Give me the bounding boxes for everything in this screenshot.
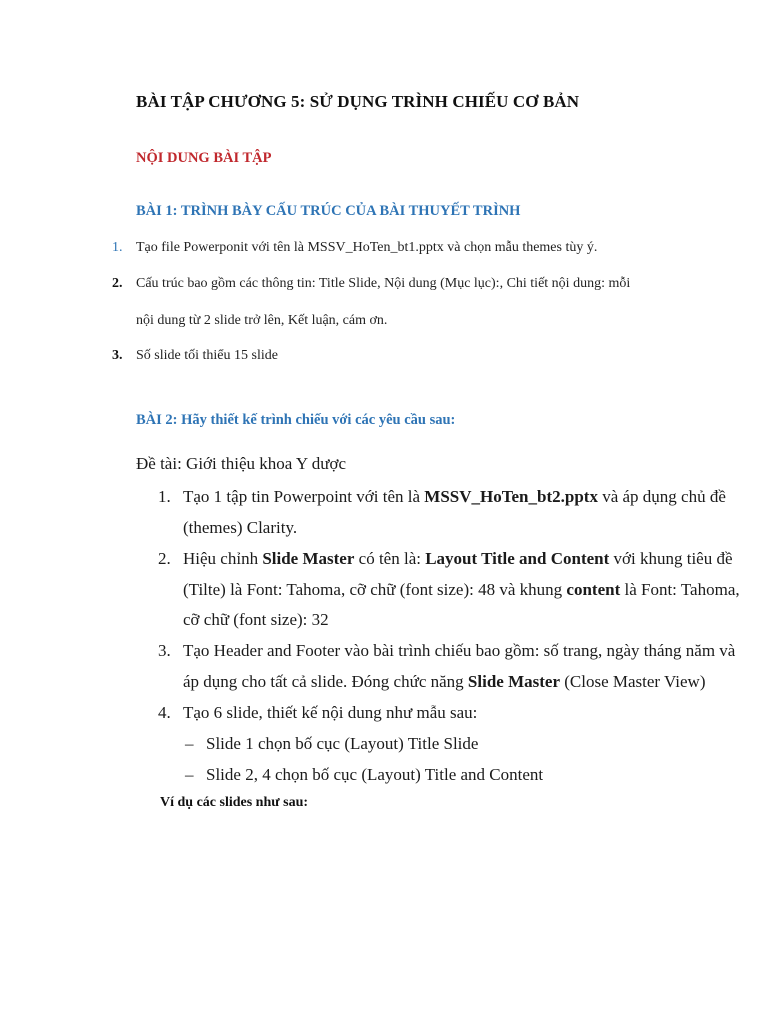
- list-item-continuation: [183, 580, 740, 600]
- list-number: 2.: [158, 549, 171, 568]
- list-text: Cấu trúc bao gồm các thông tin: Title Slide, Nội dung (Mục lục):, Chi tiết nội dung: mỗi: [136, 276, 631, 291]
- dash-bullet: –: [185, 734, 194, 753]
- list-text: Tạo Header and Footer vào bài trình chiếu bao gồm: số trang, ngày tháng năm và: [183, 641, 736, 660]
- list-text: [183, 487, 726, 507]
- bold-term: Slide Master: [262, 549, 355, 568]
- list-text: Tạo 6 slide, thiết kế nội dung như mẫu sau:: [183, 703, 478, 722]
- list-number: 4.: [158, 703, 171, 722]
- exercise-1-heading: BÀI 1: TRÌNH BÀY CẤU TRÚC CỦA BÀI THUYẾT TRÌNH: [136, 203, 521, 219]
- text-run: áp dụng cho tất cả slide. Đóng chức năng: [183, 672, 468, 691]
- text-run: (Tilte) là Font: Tahoma, cỡ chữ (font size): 48 và khung: [183, 580, 567, 599]
- section-heading: NỘI DUNG BÀI TẬP: [136, 150, 272, 166]
- sub-list-text: Slide 2, 4 chọn bố cục (Layout) Title and Content: [206, 765, 544, 784]
- list-number: 3.: [158, 641, 171, 660]
- text-run: Tạo 1 tập tin Powerpoint với tên là: [183, 487, 425, 506]
- bold-term: Slide Master: [467, 672, 560, 691]
- exercise-2-heading: BÀI 2: Hãy thiết kế trình chiếu với các yêu cầu sau:: [136, 412, 456, 428]
- list-text: Số slide tối thiểu 15 slide: [136, 348, 278, 363]
- list-text: nội dung từ 2 slide trở lên, Kết luận, cám ơn.: [136, 313, 388, 328]
- list-number: 3.: [112, 348, 123, 363]
- list-item-continuation: cỡ chữ (font size): 32: [183, 610, 329, 629]
- topic-line: Đề tài: Giới thiệu khoa Y dược: [136, 454, 347, 473]
- text-run: là Font: Tahoma,: [620, 580, 740, 599]
- file-name: MSSV_HoTen_bt2.pptx: [424, 487, 598, 506]
- list-number: 2.: [112, 276, 123, 291]
- text-run: Hiệu chỉnh: [183, 549, 263, 568]
- sub-list-text: Slide 1 chọn bố cục (Layout) Title Slide: [206, 734, 479, 753]
- text-run: có tên là:: [354, 549, 426, 568]
- list-text: [183, 549, 733, 569]
- bold-term: content: [566, 580, 621, 599]
- examples-caption: Ví dụ các slides như sau:: [160, 795, 309, 810]
- bold-term: Layout Title and Content: [425, 549, 610, 568]
- list-number: 1.: [158, 487, 171, 506]
- list-item-continuation: (themes) Clarity.: [183, 518, 298, 537]
- list-text: Tạo file Powerponit với tên là MSSV_HoTen_bt1.pptx và chọn mẫu themes tùy ý.: [136, 240, 598, 255]
- text-run: với khung tiêu đề: [609, 549, 733, 568]
- list-item-continuation: [183, 672, 706, 692]
- list-number: 1.: [112, 240, 123, 255]
- document-title: BÀI TẬP CHƯƠNG 5: SỬ DỤNG TRÌNH CHIẾU CƠ BẢN: [136, 92, 580, 111]
- dash-bullet: –: [185, 765, 194, 784]
- text-run: (Close Master View): [560, 672, 706, 691]
- text-run: và áp dụng chủ đề: [597, 487, 726, 506]
